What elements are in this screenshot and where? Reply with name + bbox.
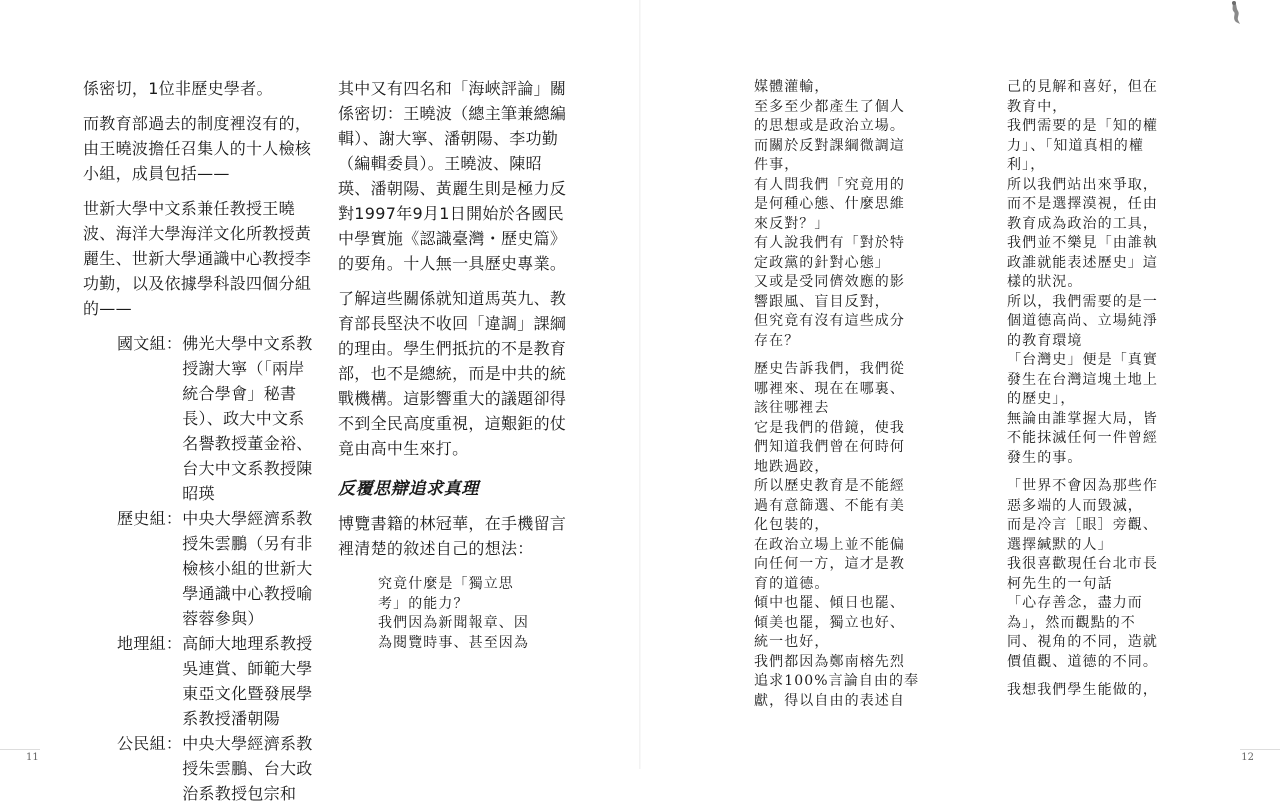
left-page	[0, 0, 640, 803]
text-line: 有人說我們有「對於特	[754, 235, 905, 251]
text-line: 育的道德。	[754, 575, 830, 592]
text-line: 件事，	[754, 157, 800, 173]
text-line: 我們都因為鄭南榕先烈	[754, 653, 905, 670]
text-line: 定政黨的針對心態」	[754, 254, 890, 271]
text-line: 過有意篩選、不能有美	[754, 497, 905, 514]
text-line: 發生的事。	[1007, 449, 1083, 466]
text-line: 至多至少都產生了個人	[754, 98, 905, 115]
committee-label: 歷史組：	[117, 509, 183, 528]
committee-members: 高師大地理系教授吳連賞、師範大學東亞文化暨發展學系教授潘朝陽	[182, 634, 313, 728]
text-line: 個道德高尚、立場純淨	[1007, 313, 1158, 329]
left-column-1	[83, 76, 319, 803]
text-line: 我們需要的是「知的權	[1007, 118, 1158, 134]
text-line: 樣的狀況。	[1007, 274, 1083, 290]
committee-members: 中央大學經濟系教授朱雲鵬（另有非檢核小組的世新大學通識中心教授喻蓉蓉參與）	[182, 509, 313, 628]
page-number: 11	[26, 752, 39, 763]
committee-list	[117, 331, 319, 806]
committee-item-geography	[117, 631, 319, 731]
text-line: 的歷史」，	[1007, 391, 1076, 407]
text-line: 追求100%言論自由的奉	[754, 673, 920, 689]
text-line: 價值觀、道德的不同。	[1007, 653, 1158, 670]
text-line: 不能抹滅任何一件曾經	[1007, 430, 1158, 446]
text-line: 「世界不會因為那些作	[1007, 478, 1158, 494]
footer-rule	[1240, 749, 1280, 750]
text-line: 它是我們的借鏡，使我	[754, 419, 905, 436]
text-line: 為」，然而觀點的不	[1007, 614, 1136, 631]
text-line: 獻，得以自由的表述自	[754, 692, 905, 709]
text-line: 該往哪裡去	[754, 400, 830, 416]
text-line: 無論由誰掌握大局，皆	[1007, 410, 1158, 427]
text-line: 歷史告訴我們，我們從	[754, 361, 905, 377]
text-line: 傾美也罷，獨立也好、	[754, 614, 905, 631]
committee-label: 國文組：	[117, 334, 183, 353]
text-line: 而關於反對課綱微調這	[754, 137, 905, 154]
text-line: 哪裡來、現在在哪裏、	[754, 380, 905, 397]
text-line: 響跟風、盲目反對，	[754, 293, 890, 310]
page-number: 12	[1241, 752, 1254, 763]
quote-line: 我們因為新聞報章、因	[378, 615, 529, 631]
committee-members: 中央大學經濟系教授朱雲鵬、台大政治系教授包宗和	[182, 734, 313, 803]
text-line: 發生在台灣這塊土地上	[1007, 371, 1158, 388]
paragraph: 博覽書籍的林冠華，在手機留言裡清楚的敘述自己的想法：	[338, 514, 567, 558]
text-line: 「台灣史」便是「真實	[1007, 352, 1158, 368]
text-line: 存在？	[754, 332, 800, 349]
text-line: 柯先生的一句話	[1007, 575, 1113, 592]
paragraph: 世新大學中文系兼任教授王曉波、海洋大學海洋文化所教授黃麗生、世新大學通識中心教授李功勤，以及依據學科設四個分組的——	[83, 199, 312, 318]
corner-figure-icon	[1222, 0, 1248, 30]
text-line: 來反對？」	[754, 215, 830, 232]
text-line: 「心存善念，盡力而	[1007, 595, 1143, 611]
text-line: 的教育環境	[1007, 332, 1083, 349]
quote-line: 究竟什麼是「獨立思	[378, 576, 514, 592]
right-column-3	[754, 78, 950, 718]
text-line: 教育中，	[1007, 98, 1068, 115]
text-line: 統一也好，	[754, 634, 830, 650]
text-line: 地跌過跤，	[754, 458, 830, 475]
section-heading: 反覆思辯追求真理	[338, 479, 479, 499]
committee-label: 公民組：	[117, 734, 183, 753]
text-line: 利」，	[1007, 157, 1046, 173]
text-line: 所以歷史教育是不能經	[754, 478, 905, 494]
text-line: 惡多端的人而毀滅，	[1007, 497, 1143, 514]
text-line: 所以，我們需要的是一	[1007, 293, 1158, 310]
quote-line: 考」的能力？	[378, 595, 469, 612]
text-line: 我們並不樂見「由誰執	[1007, 235, 1158, 251]
committee-item-history	[117, 506, 319, 631]
committee-item-chinese	[117, 331, 319, 506]
text-line: 是何種心態、什麼思維	[754, 196, 905, 212]
text-line: 己的見解和喜好，但在	[1007, 79, 1158, 95]
quote-line: 為閱覽時事、甚至因為	[378, 634, 529, 651]
text-line: 選擇緘默的人」	[1007, 536, 1113, 553]
right-page	[640, 0, 1280, 769]
text-line: 教育成為政治的工具，	[1007, 215, 1158, 232]
text-line: 所以我們站出來爭取，	[1007, 176, 1158, 193]
text-line: 政誰就能表述歷史」這	[1007, 254, 1158, 271]
text-line: 媒體灌輸，	[754, 79, 830, 95]
text-line: 力」、「知道真相的權	[1007, 137, 1144, 154]
text-line: 有人問我們「究竟用的	[754, 176, 905, 193]
text-line: 我想我們學生能做的，	[1007, 682, 1158, 698]
text-line: 的思想或是政治立場。	[754, 118, 905, 134]
committee-members: 佛光大學中文系教授謝大寧（「兩岸統合學會」秘書長）、政大中文系名譽教授董金裕、台大中文系教授陳昭瑛	[182, 334, 313, 503]
text-line: 在政治立場上並不能偏	[754, 536, 905, 553]
right-column-4	[1007, 78, 1203, 718]
paragraph: 係密切，1位非歷史學者。	[83, 79, 273, 98]
text-line: 同、視角的不同，造就	[1007, 634, 1158, 650]
footer-rule	[0, 749, 40, 750]
text-line: 但究竟有沒有這些成分	[754, 313, 905, 329]
text-line: 又或是受同儕效應的影	[754, 274, 905, 290]
text-line: 們知道我們曾在何時何	[754, 439, 905, 455]
text-line: 傾中也罷、傾日也罷、	[754, 595, 905, 611]
text-line: 化包裝的，	[754, 517, 830, 533]
committee-item-civics	[117, 731, 319, 806]
paragraph: 了解這些關係就知道馬英九、教育部長堅決不收回「違調」課綱的理由。學生們抵抗的不是教育部，也不是總統，而是中共的統戰機構。這影響重大的議題卻得不到全民高度重視，這艱鉅的仗竟由高中生來打。	[338, 289, 567, 458]
paragraph: 其中又有四名和「海峽評論」關係密切：王曉波（總主筆兼總編輯）、謝大寧、潘朝陽、李功勤（編輯委員）。王曉波、陳昭瑛、潘朝陽、黃麗生則是極力反對1997年9月1日開始於各國民中學實施《認識臺灣・歷史篇》的要角。十人無一具歷史專業。	[338, 79, 567, 273]
text-line: 我很喜歡現任台北市長	[1007, 556, 1158, 572]
text-line: 向任何一方，這才是教	[754, 556, 905, 572]
text-line: 而不是選擇漠視，任由	[1007, 196, 1158, 212]
left-column-2	[338, 76, 574, 726]
paragraph: 而教育部過去的制度裡沒有的，由王曉波擔任召集人的十人檢核小組，成員包括——	[83, 114, 312, 183]
quote-block	[378, 575, 574, 653]
committee-label: 地理組：	[117, 634, 183, 653]
text-line: 而是冷言［眼］旁觀、	[1007, 517, 1158, 533]
